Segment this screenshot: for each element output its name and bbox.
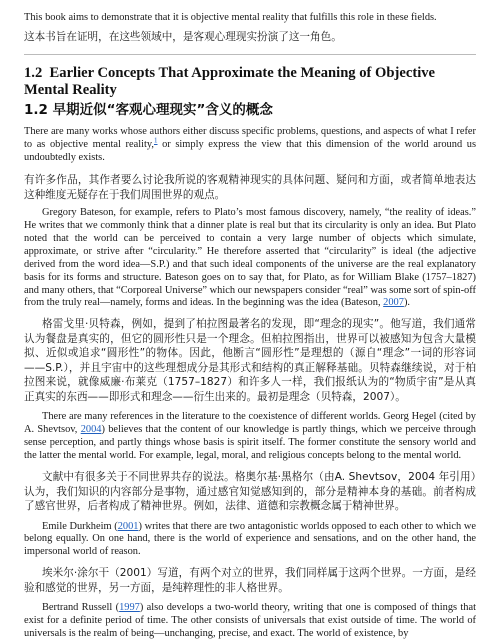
paragraph-text: ). — [403, 297, 410, 309]
paragraph-3-zh: 文献中有很多关于不同世界共存的说法。格奥尔基·黑格尔（由A. Shevtsov，2004 年引用）认为，我们知识的内容部分是事物，通过感官知觉感知到的，部分是精神本身的基础。前者构成了感官世界，后者构成了精神世界。例如，法律、道德和宗教概念属于精神世界。 — [24, 471, 476, 512]
section-number: 1.2 — [24, 65, 43, 82]
footnote-link[interactable]: 1 — [154, 136, 158, 145]
section-heading-zh — [24, 101, 476, 119]
section-heading-en — [24, 65, 476, 99]
paragraph-1-zh: 有许多作品，其作者要么讨论我所说的客观精神现实的具体问题、疑问和方面，或者简单地表达这种维度无疑存在于我们周围世界的观点。 — [24, 174, 476, 201]
paragraph-5-en — [24, 602, 476, 641]
paragraph-text: or simply express the view that this dimension of the world around us undoubtedly exists. — [24, 139, 476, 164]
section-title-en: Earlier Concepts That Approximate the Meaning of Objective Mental Reality — [24, 65, 436, 99]
paragraph-4-en — [24, 521, 476, 560]
paragraph-1-en — [24, 126, 476, 165]
paragraph-4-zh: 埃米尔·涂尔干（2001）写道，有两个对立的世界，我们同样属于这两个世界。一方面，是经验和感觉的世界，另一方面，是纯粹理性的非人格世界。 — [24, 567, 476, 594]
paragraph-2-en — [24, 207, 476, 310]
paragraph-text: Emile Durkheim ( — [42, 520, 118, 532]
section-number-zh: 1.2 — [24, 102, 48, 119]
intro-text-en: This book aims to demonstrate that it is objective mental reality that fulfills this role in these fields. — [24, 12, 437, 23]
section-title-zh: 早期近似“客观心理现实”含义的概念 — [52, 102, 273, 119]
citation-link-shevtsov[interactable]: 2004 — [80, 424, 102, 436]
citation-link-durkheim[interactable]: 2001 — [117, 520, 139, 532]
citation-link-russell[interactable]: 1997 — [119, 602, 140, 614]
citation-link-bateson[interactable]: 2007 — [383, 297, 404, 309]
paragraph-text: Gregory Bateson, for example, refers to Plato’s most famous discovery, namely, “the reality of ideas.” He writes that we commonly think that a dinner plate is real but that its circularity is only an idea. But Plato noted that the world can be perceived to contain a very large number of objects which simulate, approximate, or strive after “circularity.” He therefore asserted that “circularity” is ideal (the adjective derived from the word idea—S.P.) and that such ideal components of the universe are the real explanatory basis for its forms and structure. Bateson goes on to say that, for Plato, as for William Blake (1757–1827) and many others, that “Corporeal Universe” which our newspapers consider “real” was some sort of spin-off from the truly real—namely, forms and ideas. In the beginning was the idea (Bateson, — [24, 207, 476, 309]
paragraph-text: ) believes that the content of our knowledge is partly things, which we perceive through sense perception, and partly things whose basis is spirit itself. The former constitute the sensory world and the latter the mental world. For example, legal, moral, and religious concepts belong to the mental world. — [24, 424, 476, 462]
section-divider — [24, 54, 476, 55]
paragraph-text: There are many references in the literature to the coexistence of different worlds. Georg Hegel (cited by A. Shevtsov, — [24, 411, 476, 436]
paragraph-2-zh: 格雷戈里·贝特森，例如，提到了柏拉图最著名的发现，即“理念的现实”。他写道，我们通常认为餐盘是真实的，但它的圆形性只是一个理念。但柏拉图指出，世界可以被感知为包含大量模拟、近似或追求“圆形性”的物体。因此，他断言“圆形性”是理想的（源自“理念”一词的形容词——S.P.），并且宇宙中的这些理想成分是其形式和结构的真正解释基础。贝特森继续说，对于柏拉图来说，就像威廉·布莱克（1757–1827）和许多人一样，我们报纸认为的“物质宇宙”是从真正真实的东西——即形式和理念——衍生出来的。最初是理念（贝特森，2007）。 — [24, 318, 476, 403]
paragraph-text: There are many works whose authors either discuss specific problems, questions, and aspects of what I refer to as objective mental reality, — [24, 126, 476, 151]
paragraph-text: ) also develops a two-world theory, writing that one is composed of things that exist for a definite period of time. The other consists of universals that exist outside of time. The world of universals is the realm of being—unchanging, precise, and exact. The world of existence, by — [24, 602, 476, 640]
paragraph-3-en — [24, 411, 476, 463]
paragraph-text: ) writes that there are two antagonistic worlds opposed to each other to which we belong equally. On one hand, there is the world of experience and sensations, and on the other hand, the impersonal world of reason. — [24, 520, 476, 558]
paragraph-text: Bertrand Russell ( — [42, 602, 120, 614]
intro-text-zh: 这本书旨在证明，在这些领域中，是客观心理现实扮演了这一角色。 — [24, 30, 342, 43]
